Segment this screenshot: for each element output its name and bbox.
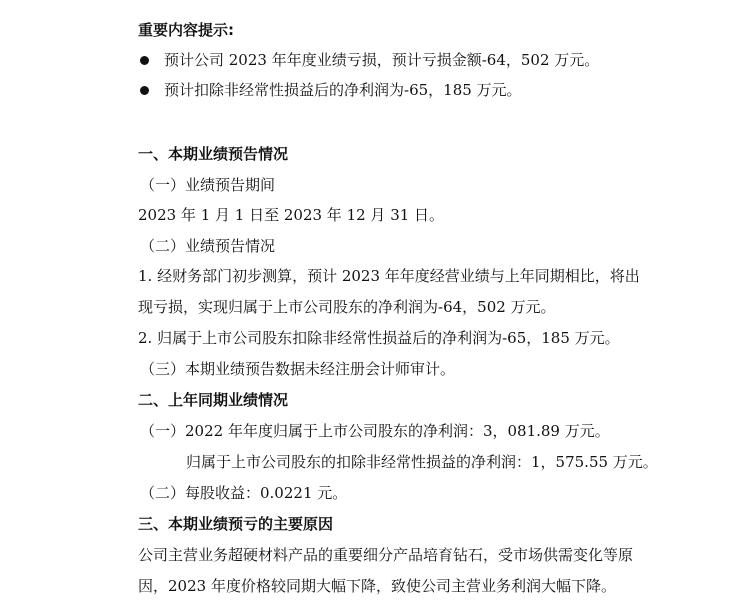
forecast-period: 2023 年 1 月 1 日至 2023 年 12 月 31 日。 — [138, 206, 445, 224]
bullet-icon — [140, 56, 149, 65]
reason-paragraph-line-1: 公司主营业务超硬材料产品的重要细分产品培育钻石，受市场供需变化等原 — [138, 546, 634, 564]
section-1-heading: 一、本期业绩预告情况 — [138, 145, 289, 163]
earnings-per-share: （二）每股收益：0.0221 元。 — [140, 484, 348, 502]
forecast-item-2: 2. 归属于上市公司股东扣除非经常性损益后的净利润为-65，185 万元。 — [138, 329, 620, 347]
section-1-sub-2: （二）业绩预告情况 — [140, 237, 276, 255]
section-3-heading: 三、本期业绩预亏的主要原因 — [138, 515, 334, 533]
reason-paragraph-line-2: 因，2023 年度价格较同期大幅下降，致使公司主营业务利润大幅下降。 — [138, 577, 616, 595]
section-1-sub-1: （一）业绩预告期间 — [140, 176, 276, 194]
prior-year-adjusted-net-profit: 归属于上市公司股东的扣除非经常性损益的净利润：1，575.55 万元。 — [186, 453, 658, 471]
important-notice-title: 重要内容提示: — [138, 21, 234, 39]
prior-year-net-profit: （一）2022 年年度归属于上市公司股东的净利润：3，081.89 万元。 — [140, 422, 610, 440]
notice-bullet-2: 预计扣除非经常性损益后的净利润为-65，185 万元。 — [164, 81, 522, 99]
forecast-item-1-line-2: 现亏损，实现归属于上市公司股东的净利润为-64，502 万元。 — [138, 298, 556, 316]
bullet-icon — [140, 86, 149, 95]
section-2-heading: 二、上年同期业绩情况 — [138, 391, 289, 409]
section-1-sub-3: （三）本期业绩预告数据未经注册会计师审计。 — [140, 360, 456, 378]
notice-bullet-1: 预计公司 2023 年年度业绩亏损，预计亏损金额-64，502 万元。 — [164, 51, 600, 69]
forecast-item-1-line-1: 1. 经财务部门初步测算，预计 2023 年年度经营业绩与上年同期相比，将出 — [138, 267, 640, 285]
